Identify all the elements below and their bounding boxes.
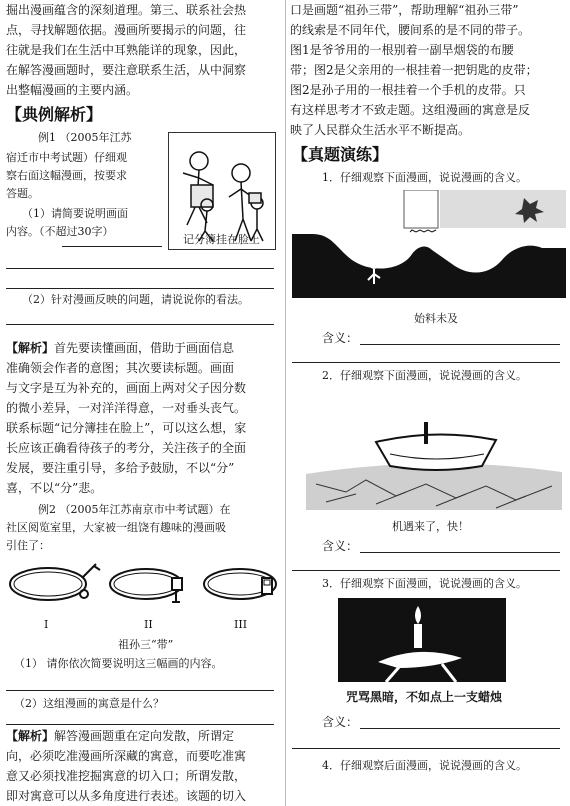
right-top-line: 图2是孙子用的一根挂着一个手机的皮带。只 (290, 83, 526, 97)
example2-question-1: （1） 请你依次简要说明这三幅画的内容。 (14, 657, 223, 670)
answer-line (6, 288, 274, 289)
belt-label-1: I (44, 618, 49, 631)
answer-line (292, 362, 560, 363)
analysis1-first-line: 【解析】首先要读懂画面，借助于画面信息 (6, 341, 235, 355)
intro-line: 掘出漫画蕴含的深刻道理。第三、联系社会热 (6, 3, 247, 17)
meaning-label: 含义： (322, 539, 359, 553)
cartoon-unexpected (292, 190, 566, 298)
example2-line: 社区阅览室里，大家被一组饶有趣味的漫画吸 (6, 521, 226, 534)
analysis2-first-line: 【解析】解答漫画题重在定向发散，所谓定 (6, 729, 235, 743)
intro-line: 在解答漫画题时，要注意联系生活，从中洞察 (6, 63, 247, 77)
example1-line: 例1 （2005年江苏 (38, 131, 132, 144)
belts-cartoon (4, 558, 280, 616)
example1-line: 答题。 (6, 187, 39, 200)
intro-line: 往就是我们在生活中耳熟能详的现象，因此， (6, 43, 247, 57)
cartoon2-caption: 机遇来了，快！ (392, 520, 469, 533)
analysis1-line: 联系标题“记分簿挂在脸上”，可以这么想，家 (6, 421, 247, 435)
practice-question-1: 1．仔细观察下面漫画，说说漫画的含义。 (322, 171, 527, 184)
meaning-label: 含义： (322, 331, 359, 345)
answer-line (360, 344, 560, 345)
right-top-line: 有这样思考才不致走题。这组漫画的寓意是反 (290, 103, 531, 117)
analysis2-line: 意又必须找准挖掘寓意的切入口；所谓发散， (6, 769, 247, 783)
scorebook-cartoon (168, 132, 276, 250)
scorebook-caption: 记分簿挂在脸上 (183, 233, 260, 246)
cartoon-opportunity (306, 414, 562, 510)
right-column (285, 0, 570, 806)
analysis1-line: 长应该正确看待孩子的考分，关注孩子的全面 (6, 441, 247, 455)
right-top-line: 映了人民群众生活水平不断提高。 (290, 123, 471, 137)
cartoon3-caption: 咒骂黑暗，不如点上一支蜡烛 (346, 690, 503, 704)
practice-question-3: 3．仔细观察下面漫画，说说漫画的含义。 (322, 577, 527, 590)
answer-line (360, 552, 560, 553)
right-top-line: 口是画题“祖孙三带”，帮助理解“祖孙三带” (290, 3, 519, 17)
belt-label-3: III (234, 618, 248, 631)
right-top-line: 图1是爷爷用的一根别着一副旱烟袋的布腰 (290, 43, 514, 57)
belts-caption: 祖孙三“带” (118, 638, 174, 651)
cartoon-candle (338, 598, 506, 682)
practice-question-4: 4．仔细观察后面漫画，说说漫画的含义。 (322, 759, 527, 772)
answer-line (292, 748, 560, 749)
meaning-label: 含义： (322, 715, 359, 729)
example1-line: （1）请简要说明画面 (22, 207, 128, 220)
intro-line: 出整幅漫画的主要内涵。 (6, 83, 139, 97)
analysis1-line: 喜，不以“分”悲。 (6, 481, 103, 495)
example1-line: 察右面这幅漫画，按要求 (6, 169, 127, 182)
intro-line: 点，寻找解题依据。漫画所要揭示的问题，往 (6, 23, 247, 37)
example1-question-2: （2）针对漫画反映的问题，请说说你的看法。 (22, 293, 249, 306)
answer-line (6, 324, 274, 325)
right-top-line: 的线索是不同年代，腰间系的是不同的带子。 (290, 23, 531, 37)
example1-line: 宿迁市中考试题）仔细观 (6, 151, 127, 164)
cartoon1-caption: 始料未及 (414, 312, 458, 325)
answer-line (6, 268, 274, 269)
example1-line: 内容。（不超过30字） (6, 225, 114, 238)
example2-line: 引住了： (6, 539, 50, 552)
right-top-line: 带；图2是父亲用的一根挂着一把钥匙的皮带； (290, 63, 538, 77)
example2-line: 例2 （2005年江苏南京市中考试题）在 (38, 503, 231, 516)
analysis2-line: 向，必须吃准漫画所深藏的寓意，而要吃准寓 (6, 749, 247, 763)
analysis1-line: 准确领会作者的意图；其次要读标题。画面 (6, 361, 235, 375)
answer-line (292, 570, 560, 571)
answer-line (62, 246, 162, 247)
section-heading-examples: 【典例解析】 (6, 105, 103, 124)
section-heading-practice: 【真题演练】 (292, 145, 389, 164)
example2-question-2: （2）这组漫画的寓意是什么？ (14, 697, 164, 710)
analysis1-line: 与文字是互为补充的，画面上两对父子因分数 (6, 381, 247, 395)
answer-line (6, 724, 274, 725)
analysis1-line: 发展，要注重引导，多给予鼓励，不以“分” (6, 461, 235, 475)
answer-line (6, 690, 274, 691)
answer-line (360, 728, 560, 729)
analysis1-line: 的微小差异，一对洋洋得意，一对垂头丧气。 (6, 401, 247, 415)
practice-question-2: 2．仔细观察下面漫画，说说漫画的含义。 (322, 369, 527, 382)
analysis2-line: 即对寓意可以从多角度进行表述。该题的切入 (6, 789, 247, 803)
belt-label-2: II (144, 618, 153, 631)
